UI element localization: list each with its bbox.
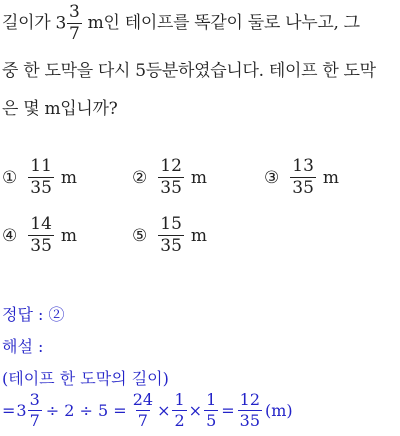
- question-line-2: 중 한 도막을 다시 5등분하였습니다. 테이프 한 도막: [2, 61, 376, 81]
- eq-operator: ×: [188, 401, 203, 420]
- option-marker: ⑤: [132, 225, 148, 246]
- option-fraction: [158, 158, 184, 197]
- option-denominator: 35: [30, 178, 52, 198]
- eq-unit: (m): [265, 401, 293, 420]
- eq-denominator: 7: [29, 411, 40, 430]
- option-fraction: [290, 158, 316, 197]
- eq-numerator: 3: [29, 390, 40, 409]
- option-4[interactable]: [2, 216, 77, 255]
- eq-fraction-4: [204, 392, 218, 429]
- eq-numerator: 1: [206, 390, 217, 409]
- eq-denominator: 5: [206, 411, 217, 430]
- option-marker: ②: [132, 167, 148, 188]
- eq-fraction-result: [238, 392, 262, 429]
- eq-fraction-1: [28, 392, 42, 429]
- option-unit: m: [60, 167, 78, 188]
- option-2[interactable]: [132, 158, 207, 197]
- option-3[interactable]: [264, 158, 339, 197]
- option-5[interactable]: [132, 216, 207, 255]
- option-numerator: 11: [30, 156, 52, 176]
- eq-denominator: 7: [137, 411, 148, 430]
- question-line-3: 은 몇 m입니까?: [2, 99, 118, 119]
- eq-numerator: 12: [239, 390, 261, 409]
- option-unit: m: [190, 225, 208, 246]
- eq-whole: 3: [16, 401, 27, 420]
- option-marker: ③: [264, 167, 280, 188]
- eq-numerator: 24: [132, 390, 154, 409]
- eq-sign: =: [221, 401, 235, 420]
- option-marker: ①: [2, 167, 18, 188]
- explanation-subtitle: (테이프 한 도막의 길이): [2, 369, 169, 388]
- question-suffix: m인 테이프를 똑같이 둘로 나누고, 그: [87, 13, 360, 33]
- eq-sign: =: [2, 401, 16, 420]
- option-denominator: 35: [160, 236, 182, 256]
- question-line-1: [2, 4, 360, 43]
- option-denominator: 35: [30, 236, 52, 256]
- explanation-label: 해설 :: [2, 337, 44, 356]
- eq-fraction-2: [131, 392, 155, 429]
- answer-line: 정답 : ②: [2, 305, 65, 324]
- option-denominator: 35: [160, 178, 182, 198]
- option-unit: m: [60, 225, 78, 246]
- option-numerator: 13: [292, 156, 314, 176]
- eq-denominator: 35: [239, 411, 261, 430]
- question-mixed-number: [55, 2, 87, 44]
- option-unit: m: [190, 167, 208, 188]
- option-fraction: [28, 158, 54, 197]
- option-unit: m: [322, 167, 340, 188]
- option-denominator: 35: [292, 178, 314, 198]
- eq-operator: ÷ 2 ÷ 5 =: [45, 401, 127, 420]
- question-numerator: 3: [69, 2, 80, 22]
- option-1[interactable]: [2, 158, 77, 197]
- question-denominator: 7: [69, 24, 80, 44]
- option-fraction: [28, 216, 54, 255]
- option-marker: ④: [2, 225, 18, 246]
- eq-operator: ×: [157, 401, 171, 420]
- question-fraction: [67, 4, 82, 43]
- option-numerator: 14: [30, 214, 52, 234]
- eq-numerator: 1: [174, 390, 185, 409]
- option-fraction: [158, 216, 184, 255]
- option-numerator: 15: [160, 214, 182, 234]
- eq-fraction-3: [172, 392, 186, 429]
- question-prefix: 길이가: [2, 13, 51, 33]
- solution-equation: [2, 392, 293, 429]
- eq-denominator: 2: [174, 411, 185, 430]
- question-whole: 3: [55, 13, 67, 34]
- option-numerator: 12: [160, 156, 182, 176]
